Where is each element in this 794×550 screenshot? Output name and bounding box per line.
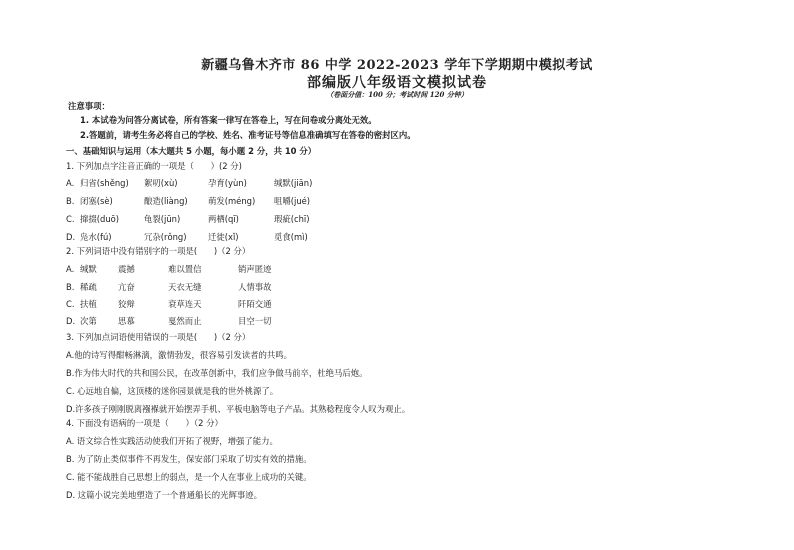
option-item: 难以置信 [168,264,202,274]
q3-option-b: B.作为伟大时代的共和国公民，在改革创新中，我们应争做马前卒，杜绝马后炮。 [66,368,368,378]
option-label: C. [66,214,75,224]
q3-option-a: A.他的诗写得酣畅淋漓，激情勃发，很容易引发读者的共鸣。 [66,350,292,360]
option-label: D. [66,316,76,326]
q2-stem: 2. 下列词语中没有错别字的一项是( )（2 分） [66,246,251,256]
option-item: 戛然而止 [168,316,202,326]
option-item: 觅食(mì) [274,232,308,242]
option-item: 絮叨(xù) [144,178,178,188]
exam-meta: （卷面分值：100 分；考试时间 120 分钟） [326,90,468,99]
q3-option-c: C. 心远地自偏，这顶楼的迷你园景就是我的世外桃源了。 [66,386,279,396]
option-item: 萌发(méng) [208,196,256,206]
option-item: 次第 [80,316,97,326]
option-item: 闭塞(sè) [80,196,113,206]
option-item: 阡陌交通 [238,299,272,309]
q3-option-d: D.许多孩子刚刚脱离襁褓就开始摆弄手机、平板电脑等电子产品。其熟稔程度令人叹为观止。 [66,404,411,414]
q3-stem: 3. 下列加点词语使用错误的一项是( )（2 分） [66,332,251,342]
option-item: 凫水(fú) [80,232,112,242]
q4-option-b: B. 为了防止类似事件不再发生，保安部门采取了切实有效的措施。 [66,454,312,464]
option-label: B. [66,282,75,292]
option-item: 瑕疵(chī) [274,214,310,224]
option-item: 扶植 [80,299,97,309]
option-item: 天衣无缝 [168,282,202,292]
exam-title: 新疆乌鲁木齐市 86 中学 2022-2023 学年下学期期中模拟考试 [201,58,593,73]
option-label: D. [66,232,76,242]
option-item: 震撼 [118,264,135,274]
notice-item-2: 2.答题前，请考生务必将自己的学校、姓名、准考证号等信息准确填写在答卷的密封区内。 [80,130,416,140]
option-item: 缄默(jiān) [274,178,313,188]
option-item: 迁徙(xǐ) [208,232,239,242]
option-item: 孕育(yùn) [208,178,247,188]
notice-heading: 注意事项： [68,101,110,111]
option-item: 思慕 [118,316,135,326]
option-label: A. [66,264,75,274]
q4-option-d: D. 这篇小说完美地塑造了一个普通船长的光辉事迹。 [66,490,263,500]
option-item: 销声匿迹 [238,264,272,274]
option-item: 两栖(qī) [208,214,239,224]
option-label: B. [66,196,75,206]
q4-stem: 4. 下面没有语病的一项是（ ）（2 分） [66,418,223,428]
option-item: 亢奋 [118,282,135,292]
option-item: 冗杂(rǒng) [144,232,187,242]
option-item: 人情事故 [238,282,272,292]
option-item: 龟裂(jūn) [144,214,181,224]
q1-stem: 1. 下列加点字注音正确的一项是（ ）(2 分) [66,161,242,171]
option-item: 衰草连天 [168,299,202,309]
option-item: 撺掇(duō) [80,214,120,224]
option-label: A. [66,178,75,188]
option-item: 咀嚼(jué) [274,196,311,206]
option-item: 归省(shěng) [80,178,129,188]
option-item: 稀疏 [80,282,97,292]
q4-option-a: A. 语文综合性实践活动使我们开拓了视野，增强了能力。 [66,436,278,446]
q4-option-c: C. 能不能战胜自己思想上的弱点，是一个人在事业上成功的关键。 [66,472,312,482]
option-label: C. [66,299,75,309]
notice-item-1: 1. 本试卷为问答分离试卷，所有答案一律写在答卷上，写在问卷或分离处无效。 [80,115,377,125]
exam-subtitle: 部编版八年级语文模拟试卷 [307,75,487,91]
option-item: 酿造(liàng) [144,196,188,206]
option-item: 缄默 [80,264,97,274]
option-item: 目空一切 [238,316,272,326]
section-1-heading: 一、基础知识与运用（本大题共 5 小题，每小题 2 分，共 10 分） [66,146,317,156]
option-item: 狡辩 [118,299,135,309]
